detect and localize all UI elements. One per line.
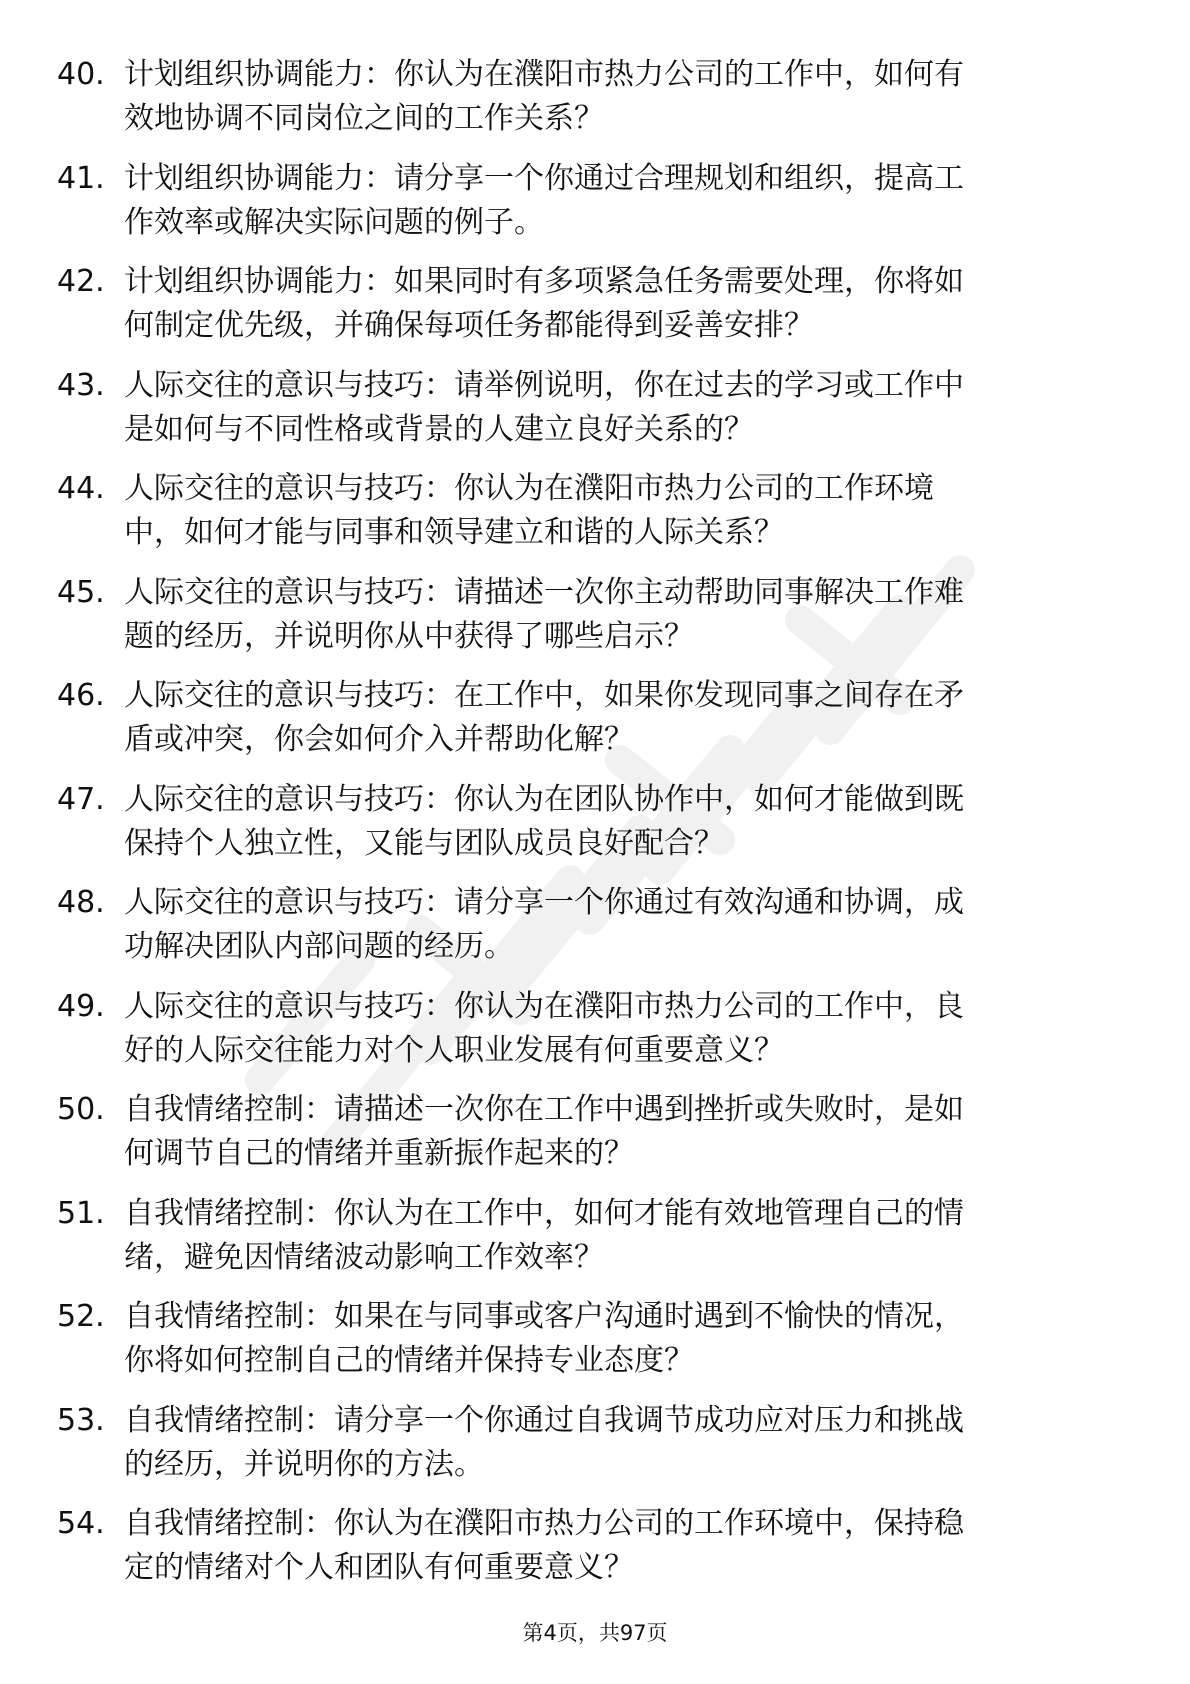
list-item [57,985,1117,1089]
question-text [124,364,1164,452]
question-number: 43. [57,367,105,403]
question-text-line: 计划组织协调能力：你认为在濮阳市热力公司的工作中，如何有 [124,57,964,92]
question-text [124,467,1164,555]
list-item [57,1192,1117,1296]
list-item [57,1088,1117,1192]
list-item [57,1502,1117,1606]
question-text-line: 人际交往的意识与技巧：请描述一次你主动帮助同事解决工作难 [124,574,964,610]
question-number: 51. [57,1195,105,1231]
question-text-line: 计划组织协调能力：请分享一个你通过合理规划和组织，提高工 [124,160,964,196]
list-item [57,157,1117,261]
question-number: 45. [57,574,105,610]
question-number: 40. [57,57,105,92]
question-list [57,53,1117,1606]
question-text-line: 效地协调不同岗位之间的工作关系？ [124,101,604,136]
question-number: 50. [57,1092,105,1127]
page-footer: 第4页，共97页 [522,1621,668,1645]
question-text [124,53,1164,141]
list-item [57,674,1117,778]
question-text [124,778,1164,866]
question-text [124,571,1164,659]
question-number: 41. [57,160,105,196]
question-text-line: 作效率或解决实际问题的例子。 [124,204,544,240]
question-number: 48. [57,885,105,920]
question-text-line: 何制定优先级，并确保每项任务都能得到妥善安排？ [124,308,814,343]
question-text-line: 保持个人独立性，又能与团队成员良好配合？ [124,825,724,861]
question-text [124,1502,1164,1590]
question-text-line: 何调节自己的情绪并重新振作起来的？ [124,1136,634,1171]
question-text-line: 功解决团队内部问题的经历。 [124,929,514,964]
question-number: 53. [57,1402,105,1438]
list-item [57,53,1117,157]
question-text-line: 人际交往的意识与技巧：请分享一个你通过有效沟通和协调，成 [124,885,964,920]
question-number: 44. [57,471,105,506]
question-text-line: 计划组织协调能力：如果同时有多项紧急任务需要处理，你将如 [124,264,964,299]
question-text [124,674,1164,762]
question-text [124,157,1164,245]
question-text [124,881,1164,969]
question-number: 49. [57,988,105,1024]
question-text-line: 自我情绪控制：你认为在濮阳市热力公司的工作环境中，保持稳 [124,1506,964,1541]
question-text-line: 人际交往的意识与技巧：请举例说明，你在过去的学习或工作中 [124,367,964,403]
question-text [124,1399,1164,1487]
question-text [124,260,1164,348]
question-text-line: 人际交往的意识与技巧：你认为在濮阳市热力公司的工作环境 [124,471,934,506]
question-text-line: 绪，避免因情绪波动影响工作效率？ [124,1239,604,1275]
list-item [57,260,1117,364]
question-text-line: 自我情绪控制：如果在与同事或客户沟通时遇到不愉快的情况， [124,1299,964,1334]
question-text-line: 的经历，并说明你的方法。 [124,1446,484,1482]
question-text-line: 自我情绪控制：请分享一个你通过自我调节成功应对压力和挑战 [124,1402,964,1438]
question-text-line: 自我情绪控制：请描述一次你在工作中遇到挫折或失败时，是如 [124,1092,964,1127]
list-item [57,1295,1117,1399]
question-text-line: 人际交往的意识与技巧：你认为在团队协作中，如何才能做到既 [124,781,964,817]
list-item [57,881,1117,985]
question-text [124,985,1164,1073]
question-text-line: 好的人际交往能力对个人职业发展有何重要意义？ [124,1032,784,1068]
question-text-line: 人际交往的意识与技巧：在工作中，如果你发现同事之间存在矛 [124,678,964,713]
question-text [124,1088,1164,1176]
question-text-line: 盾或冲突，你会如何介入并帮助化解？ [124,722,634,757]
question-number: 52. [57,1299,105,1334]
question-text-line: 自我情绪控制：你认为在工作中，如何才能有效地管理自己的情 [124,1195,964,1231]
question-text-line: 你将如何控制自己的情绪并保持专业态度？ [124,1343,694,1378]
list-item [57,1399,1117,1503]
question-number: 42. [57,264,105,299]
question-text-line: 中，如何才能与同事和领导建立和谐的人际关系？ [124,515,784,550]
list-item [57,364,1117,468]
question-text-line: 人际交往的意识与技巧：你认为在濮阳市热力公司的工作中，良 [124,988,964,1024]
question-text [124,1192,1164,1280]
question-number: 54. [57,1506,105,1541]
question-text-line: 定的情绪对个人和团队有何重要意义？ [124,1550,634,1585]
question-number: 47. [57,781,105,817]
question-text-line: 是如何与不同性格或背景的人建立良好关系的？ [124,411,754,447]
list-item [57,571,1117,675]
list-item [57,778,1117,882]
question-number: 46. [57,678,105,713]
list-item [57,467,1117,571]
question-text [124,1295,1164,1383]
question-text-line: 题的经历，并说明你从中获得了哪些启示？ [124,618,694,654]
